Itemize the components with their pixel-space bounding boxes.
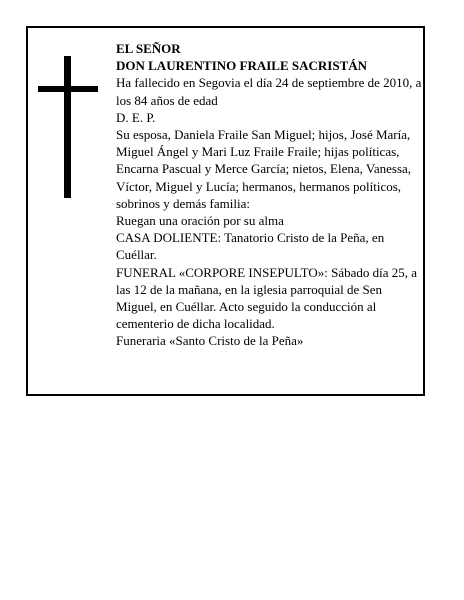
obituary-text	[116, 40, 422, 350]
cross-icon	[38, 56, 98, 198]
death-announcement: Ha fallecido en Segovia el día 24 de septiembre de 2010, a los 84 años de edad	[116, 75, 422, 108]
deceased-name: DON LAURENTINO FRAILE SACRISTÁN	[116, 58, 368, 74]
mourning-house: CASA DOLIENTE: Tanatorio Cristo de la Peña, en Cuéllar.	[116, 230, 385, 263]
family-members: Su esposa, Daniela Fraile San Miguel; hijos, José María, Miguel Ángel y Mari Luz Fraile Fraile; hijas políticas, Encarna Pascual y Merce García; nietos, Elena, Vanessa, Víctor, Miguel y Lucía; hermanos, hermanos políticos, sobrinos y demás familia:	[116, 127, 412, 211]
dep-line: D. E. P.	[116, 109, 156, 125]
cross-vertical-bar	[64, 56, 71, 198]
prayer-request: Ruegan una oración por su alma	[116, 213, 284, 229]
cross-horizontal-bar	[38, 86, 98, 92]
obituary-notice	[26, 26, 425, 396]
funeral-details: FUNERAL «CORPORE INSEPULTO»: Sábado día 25, a las 12 de la mañana, en la iglesia parroquial de Sen Miguel, en Cuéllar. Acto seguido la conducción al cementerio de dicha localidad.	[116, 264, 418, 332]
title-line-1: EL SEÑOR	[116, 41, 181, 56]
funeral-home: Funeraria «Santo Cristo de la Peña»	[116, 333, 304, 349]
